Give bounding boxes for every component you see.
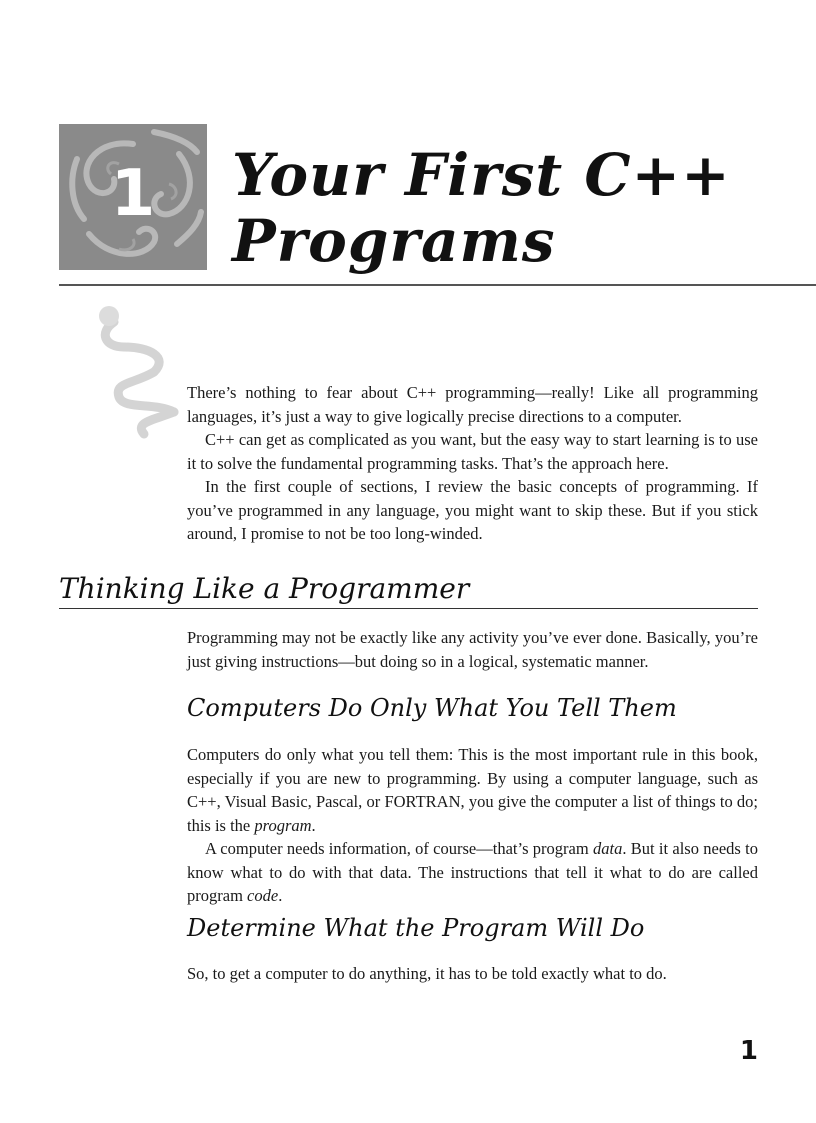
subsection-2-text: [187, 962, 758, 986]
chapter-number: 1: [110, 157, 156, 231]
subsection-2-heading: Determine What the Program Will Do: [187, 914, 645, 942]
text-run: A computer needs information, of course—that’s program: [205, 839, 593, 858]
text-run: . But it also needs to know what to do with that data. The instructions that tell it what to do are called program: [187, 839, 758, 905]
page-number: 1: [739, 1036, 758, 1066]
subsection-1-paragraph-1: [187, 743, 758, 837]
emphasis-program: program: [254, 815, 312, 835]
emphasis-code: code: [247, 886, 279, 905]
section-text: [187, 626, 758, 673]
intro-text: [187, 381, 758, 546]
title-divider: [59, 284, 816, 286]
intro-paragraph-1: There’s nothing to fear about C++ programming—really! Like all programming languages, it’s just a way to give logically precise directions to a computer.: [187, 383, 758, 426]
subsection-1-text: [187, 743, 758, 908]
section-heading: Thinking Like a Programmer: [59, 572, 758, 609]
text-run: .: [278, 886, 283, 905]
subsection-2-paragraph-1: So, to get a computer to do anything, it has to be told exactly what to do.: [187, 964, 667, 983]
emphasis-data: data: [593, 839, 623, 858]
text-run: .: [311, 815, 316, 835]
subsection-1-paragraph-2: [187, 837, 758, 908]
text-run: Computers do only what you tell them: This is the most important rule in this book, especially if you are new to programming. By using a computer language, such as C++, Visual Basic, Pascal, or FORTRAN, you give the computer a list of things to do; this is the: [187, 745, 758, 835]
intro-paragraph-2: C++ can get as complicated as you want, but the easy way to start learning is to use it to solve the fundamental programming tasks. That’s the approach here.: [187, 430, 758, 473]
section-paragraph-1: Programming may not be exactly like any activity you’ve ever done. Basically, you’re just giving instructions—but doing so in a logical, systematic manner.: [187, 628, 758, 671]
intro-paragraph-3: In the first couple of sections, I review the basic concepts of programming. If you’ve programmed in any language, you might want to skip these. But if you stick around, I promise to not be too long-winded.: [187, 477, 758, 543]
chapter-title-line-2: Programs: [232, 207, 556, 275]
chapter-number-box: [59, 124, 207, 270]
chapter-title-line-1: Your First C++: [232, 141, 731, 209]
chapter-title: [232, 142, 792, 274]
subsection-1-heading: Computers Do Only What You Tell Them: [187, 694, 677, 722]
decorative-swirl-icon: [94, 302, 194, 442]
